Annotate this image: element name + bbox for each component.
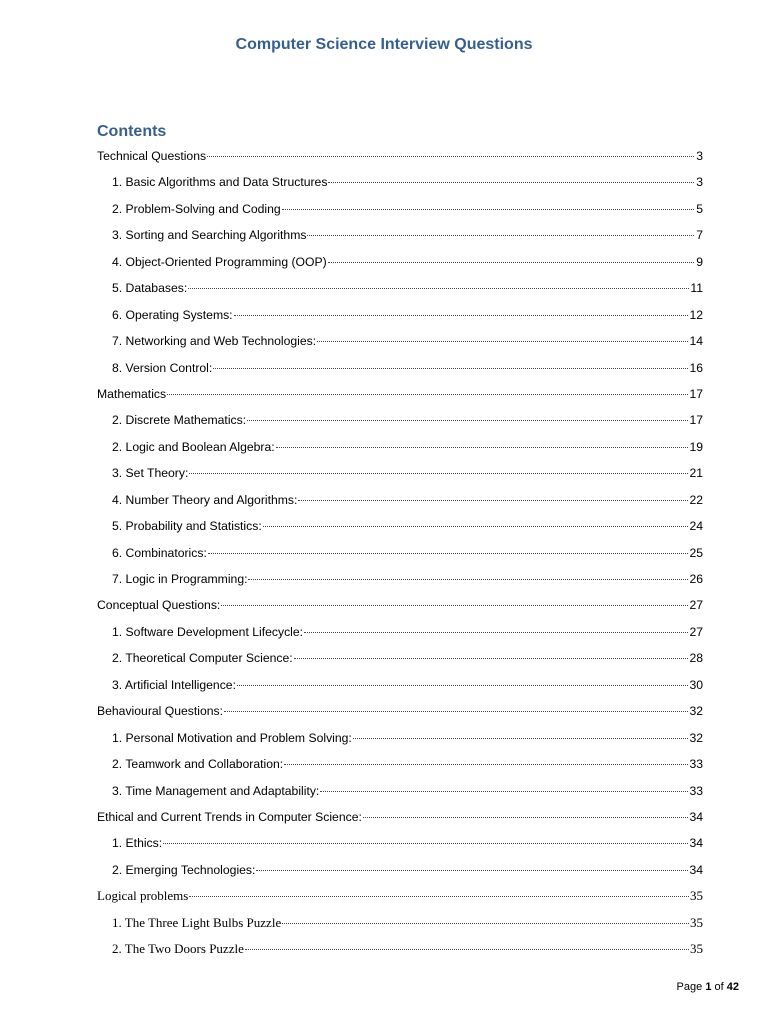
toc-entry-label: 1. The Three Light Bulbs Puzzle (112, 914, 282, 930)
toc-entry-label: 3. Artificial Intelligence: (112, 677, 236, 692)
toc-entry-label: 2. Problem-Solving and Coding (112, 201, 281, 216)
toc-entry-label: Technical Questions (97, 149, 207, 163)
toc-page-number: 27 (689, 598, 703, 613)
toc-entry[interactable] (97, 675, 703, 701)
footer-of: of (714, 981, 724, 993)
toc-page-number: 32 (689, 730, 703, 745)
toc-page-number: 9 (696, 254, 703, 269)
toc-page-number: 3 (696, 149, 703, 163)
toc-dot-leader (284, 764, 688, 765)
toc-entry-label: 4. Object-Oriented Programming (OOP) (112, 254, 327, 269)
toc-entry-label: 5. Databases: (112, 281, 188, 296)
toc-dot-leader (294, 658, 689, 659)
toc-entry[interactable] (97, 358, 703, 384)
toc-dot-leader (248, 579, 688, 580)
toc-dot-leader (282, 923, 689, 924)
toc-entry[interactable] (97, 305, 703, 331)
toc-dot-leader (213, 368, 688, 369)
toc-entry[interactable] (97, 146, 703, 172)
toc-entry-label: 1. Basic Algorithms and Data Structures (112, 175, 328, 190)
toc-page-number: 24 (689, 519, 703, 534)
toc-page-number: 30 (689, 677, 703, 692)
toc-entry[interactable] (97, 384, 703, 410)
toc-dot-leader (307, 235, 694, 236)
toc-page-number: 34 (689, 836, 703, 851)
toc-entry-label: 7. Logic in Programming: (112, 572, 248, 586)
toc-entry[interactable] (97, 860, 703, 886)
toc-entry-label: 1. Personal Motivation and Problem Solving: (112, 730, 352, 745)
contents-heading: Contents (97, 123, 167, 140)
toc-entry-label: Ethical and Current Trends in Computer Science: (97, 809, 362, 824)
toc-dot-leader (282, 209, 694, 210)
toc-dot-leader (207, 156, 694, 157)
document-title: Computer Science Interview Questions (235, 36, 533, 53)
toc-page-number: 11 (690, 281, 703, 296)
toc-entry[interactable] (97, 516, 703, 542)
toc-page-number: 14 (689, 334, 703, 349)
toc-entry[interactable] (97, 199, 703, 225)
toc-entry-label: 2. The Two Doors Puzzle (112, 941, 244, 957)
toc-entry-label: 2. Discrete Mathematics: (112, 413, 247, 428)
toc-page-number: 32 (689, 704, 703, 719)
toc-page-number: 3 (696, 175, 703, 190)
toc-entry-label: 4. Number Theory and Algorithms: (112, 492, 298, 507)
toc-dot-leader (189, 896, 689, 897)
toc-page-number: 25 (689, 545, 703, 560)
page-footer (677, 981, 739, 993)
footer-current-page: 1 (705, 981, 712, 993)
toc-entry-label: 5. Probability and Statistics: (112, 519, 262, 534)
toc-entry-label: 3. Time Management and Adaptability: (112, 783, 320, 798)
toc-entry[interactable] (97, 913, 703, 939)
toc-page-number: 27 (689, 624, 703, 639)
toc-dot-leader (298, 500, 688, 501)
toc-entry[interactable] (97, 754, 703, 780)
toc-entry-label: 6. Combinatorics: (112, 545, 207, 560)
toc-page-number: 34 (689, 809, 703, 824)
toc-entry[interactable] (97, 331, 703, 357)
toc-dot-leader (276, 447, 689, 448)
toc-dot-leader (328, 262, 694, 263)
toc-entry[interactable] (97, 701, 703, 727)
toc-entry[interactable] (97, 648, 703, 674)
toc-entry-label: 2. Theoretical Computer Science: (112, 651, 293, 666)
toc-dot-leader (317, 341, 688, 342)
toc-dot-leader (189, 473, 688, 474)
toc-page-number: 35 (690, 941, 703, 957)
toc-page-number: 35 (690, 888, 703, 904)
toc-page-number: 33 (689, 757, 703, 772)
toc-entry[interactable] (97, 939, 703, 965)
toc-page-number: 34 (689, 862, 703, 877)
toc-entry-label: Logical problems (97, 888, 189, 904)
toc-dot-leader (221, 605, 688, 606)
toc-dot-leader (363, 817, 689, 818)
toc-entry[interactable] (97, 172, 703, 198)
toc-dot-leader (304, 632, 688, 633)
toc-entry[interactable] (97, 781, 703, 807)
toc-entry-label: Behavioural Questions: (97, 704, 224, 719)
toc-entry-label: 3. Set Theory: (112, 466, 189, 481)
toc-entry[interactable] (97, 595, 703, 621)
toc-entry-label: 1. Software Development Lifecycle: (112, 624, 304, 639)
toc-page-number: 35 (690, 914, 703, 930)
toc-page-number: 19 (689, 439, 703, 454)
toc-dot-leader (256, 870, 688, 871)
toc-page-number: 16 (689, 360, 703, 375)
toc-dot-leader (353, 738, 689, 739)
toc-dot-leader (237, 685, 688, 686)
toc-page-number: 7 (696, 228, 703, 243)
toc-entry[interactable] (97, 410, 703, 436)
toc-page-number: 21 (689, 466, 703, 481)
toc-entry-label: 8. Version Control: (112, 360, 213, 375)
toc-entry-label: 7. Networking and Web Technologies: (112, 334, 317, 349)
toc-entry-label: Conceptual Questions: (97, 598, 221, 613)
toc-entry[interactable] (97, 569, 703, 595)
toc-page-number: 26 (689, 572, 703, 586)
toc-page-number: 5 (696, 201, 703, 216)
toc-dot-leader (224, 711, 688, 712)
toc-page-number: 22 (689, 492, 703, 507)
toc-entry-label: 6. Operating Systems: (112, 307, 233, 322)
toc-page-number: 17 (689, 386, 703, 401)
toc-entry[interactable] (97, 225, 703, 251)
toc-dot-leader (208, 553, 689, 554)
toc-entry[interactable] (97, 728, 703, 754)
toc-entry[interactable] (97, 833, 703, 859)
toc-dot-leader (320, 791, 688, 792)
toc-dot-leader (234, 315, 689, 316)
toc-dot-leader (263, 526, 689, 527)
toc-entry[interactable] (97, 463, 703, 489)
toc-entry[interactable] (97, 252, 703, 278)
toc-entry[interactable] (97, 807, 703, 833)
toc-entry[interactable] (97, 278, 703, 304)
toc-dot-leader (328, 182, 694, 183)
toc-entry[interactable] (97, 543, 703, 569)
toc-page-number: 17 (689, 413, 703, 428)
toc-page-number: 12 (689, 307, 703, 322)
toc-dot-leader (245, 949, 689, 950)
toc-entry-label: 1. Ethics: (112, 836, 163, 851)
toc-entry-label: Mathematics (97, 386, 167, 401)
footer-page-prefix: Page (676, 981, 703, 993)
toc-entry-label: 3. Sorting and Searching Algorithms (112, 228, 307, 243)
table-of-contents (97, 146, 703, 966)
toc-page-number: 33 (689, 783, 703, 798)
toc-dot-leader (167, 394, 688, 395)
footer-total-pages: 42 (726, 981, 739, 993)
toc-entry-label: 2. Logic and Boolean Algebra: (112, 439, 275, 454)
toc-entry-label: 2. Emerging Technologies: (112, 862, 256, 877)
toc-entry-label: 2. Teamwork and Collaboration: (112, 757, 284, 772)
toc-entry[interactable] (97, 437, 703, 463)
toc-page-number: 28 (689, 651, 703, 666)
toc-dot-leader (247, 420, 688, 421)
toc-dot-leader (188, 288, 689, 289)
toc-entry[interactable] (97, 490, 703, 516)
toc-dot-leader (163, 843, 688, 844)
toc-entry[interactable] (97, 622, 703, 648)
toc-entry[interactable] (97, 886, 703, 912)
